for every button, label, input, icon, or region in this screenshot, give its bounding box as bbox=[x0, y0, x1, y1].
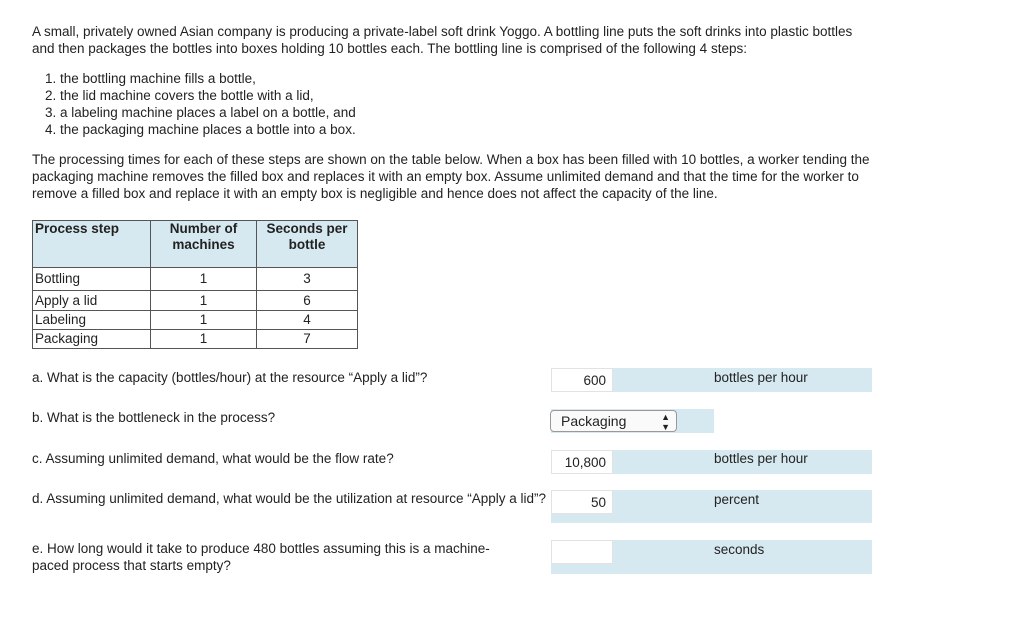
cell: Bottling bbox=[33, 268, 151, 291]
cell: 7 bbox=[257, 330, 358, 349]
answer-input-a[interactable]: 600 bbox=[551, 368, 613, 392]
header-machines: Number of machines bbox=[151, 221, 257, 268]
steps-list bbox=[32, 70, 356, 138]
processing-text: The processing times for each of these steps are shown on the table below. When a box has been filled with 10 bottles, a worker tending the packaging machine removes the filled box and replaces it with an empty box. Assume unlimited demand and that the time for the worker to remove a filled box and replace it with an empty box is negligible and hence does not affect the capacity of the line. bbox=[32, 152, 870, 201]
cell: Labeling bbox=[33, 311, 151, 330]
step-item: 1. the bottling machine fills a bottle, bbox=[60, 70, 356, 87]
table-row bbox=[33, 330, 358, 349]
table-row bbox=[33, 268, 358, 291]
table-header-row bbox=[33, 221, 358, 268]
process-table bbox=[32, 220, 358, 349]
question-a: a. What is the capacity (bottles/hour) at the resource “Apply a lid”? bbox=[32, 370, 428, 385]
step-item: 4. the packaging machine places a bottle into a box. bbox=[60, 121, 356, 138]
cell: Apply a lid bbox=[33, 291, 151, 311]
unit-d: percent bbox=[714, 492, 760, 507]
cell: 3 bbox=[257, 268, 358, 291]
table-row bbox=[33, 291, 358, 311]
cell: 1 bbox=[151, 291, 257, 311]
cell: 1 bbox=[151, 311, 257, 330]
answer-input-d[interactable]: 50 bbox=[551, 490, 613, 514]
step-item: 2. the lid machine covers the bottle with a lid, bbox=[60, 87, 356, 104]
select-value: Packaging bbox=[561, 413, 627, 429]
intro-text: A small, privately owned Asian company is producing a private-label soft drink Yoggo. A bottling line puts the soft drinks into plastic bottles and then packages the bottles into boxes holding 10 bottles each. The bottling line is comprised of the following 4 steps: bbox=[32, 24, 853, 56]
question-e: e. How long would it take to produce 480 bottles assuming this is a machine-paced process that starts empty? bbox=[32, 541, 490, 573]
question-c: c. Assuming unlimited demand, what would be the flow rate? bbox=[32, 451, 394, 466]
answer-input-e[interactable] bbox=[551, 540, 613, 564]
table-row bbox=[33, 311, 358, 330]
unit-a: bottles per hour bbox=[714, 370, 808, 385]
question-b: b. What is the bottleneck in the process? bbox=[32, 410, 276, 425]
header-process-step: Process step bbox=[33, 221, 151, 268]
cell: 1 bbox=[151, 330, 257, 349]
unit-c: bottles per hour bbox=[714, 451, 808, 466]
header-seconds: Seconds per bottle bbox=[257, 221, 358, 268]
cell: 1 bbox=[151, 268, 257, 291]
cell: Packaging bbox=[33, 330, 151, 349]
unit-e: seconds bbox=[714, 542, 765, 557]
bottleneck-select[interactable] bbox=[550, 410, 677, 432]
answer-input-c[interactable]: 10,800 bbox=[551, 450, 613, 474]
cell: 4 bbox=[257, 311, 358, 330]
question-d: d. Assuming unlimited demand, what would be the utilization at resource “Apply a lid”? bbox=[32, 491, 547, 506]
select-arrows-icon: ▲ ▼ bbox=[661, 412, 670, 432]
cell: 6 bbox=[257, 291, 358, 311]
step-item: 3. a labeling machine places a label on a bottle, and bbox=[60, 104, 356, 121]
